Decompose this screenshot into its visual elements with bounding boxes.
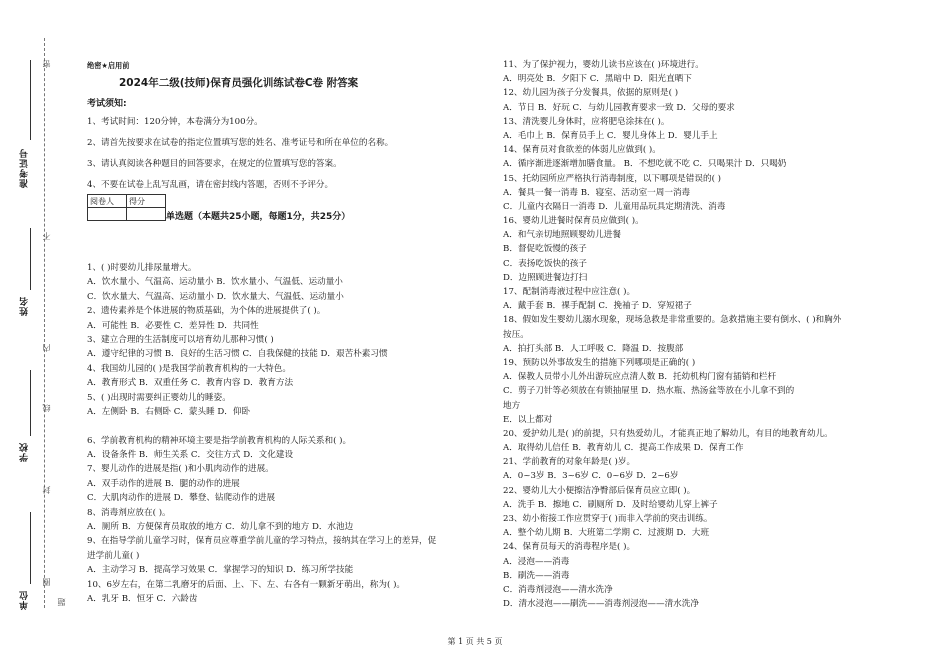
question-line: 16、婴幼儿进餐时保育员应做到( )。 xyxy=(503,216,644,227)
question-line: 10、6岁左右，在第二乳磨牙的后面、上、下、左、右各有一颗新牙萌出，称为( )。 xyxy=(87,579,406,590)
question-line: 3、建立合理的生活制度可以培育幼儿那种习惯( ) xyxy=(87,334,274,345)
seal-mark: 密 xyxy=(42,60,51,68)
question-line: A．乳牙 B．恒牙 C．六龄齿 xyxy=(87,593,198,604)
question-line: 14、保育员对食欲差的体弱儿应做到( )。 xyxy=(503,145,661,156)
question-line: 20、爱护幼儿是( )的前提，只有热爱幼儿，才能真正地了解幼儿，有目的地教育幼儿。 xyxy=(503,428,833,439)
question-line: A．节日 B．好玩 C．与幼儿园教育要求一致 D．父母的要求 xyxy=(503,102,735,113)
question-line: 23、幼小衔接工作应贯穿于( )而非入学前的突击训练。 xyxy=(503,514,713,524)
question-line: 19、预防以外事故发生的措施下列哪项是正确的( ) xyxy=(503,357,696,368)
seal-mark: 圈 xyxy=(42,578,51,586)
seal-mark: 题 xyxy=(57,598,66,606)
question-line: B．督促吃饭慢的孩子 xyxy=(503,244,587,255)
notice-item: 1、考试时间：120分钟，本卷满分为100分。 xyxy=(87,117,263,127)
grader-header: 阅卷人 xyxy=(88,195,127,208)
right-question-column xyxy=(503,60,841,613)
question-line: A．洗手 B．擦地 C．刷厕所 D．及时给婴幼儿穿上裤子 xyxy=(503,499,718,510)
question-line: C．消毒剂浸泡——清水洗净 xyxy=(503,584,613,595)
question-line: A．可能性 B．必要性 C．差异性 D．共同性 xyxy=(87,320,259,331)
question-line: 地方 xyxy=(503,400,521,411)
unit-label: 单位 xyxy=(20,590,30,610)
question-line: A．左侧卧 B．右侧卧 C．蒙头睡 D．仰卧 xyxy=(87,406,251,417)
notice-item: 3、请认真阅读各种题目的回答要求，在规定的位置填写您的答案。 xyxy=(87,159,342,169)
question-line: B．刷洗——消毒 xyxy=(503,570,570,581)
question-line: 按压。 xyxy=(503,329,529,340)
notice-list xyxy=(87,117,393,201)
question-line: C．儿童内衣隔日一消毒 D．儿童用品玩具定期清洗、消毒 xyxy=(503,201,726,212)
question-line: A．毛巾上 B．保育员手上 C．婴儿身体上 D．婴儿手上 xyxy=(503,130,718,141)
binding-margin xyxy=(0,0,72,671)
question-line: A．教育形式 B．双重任务 C．教育内容 D．教育方法 xyxy=(87,378,294,389)
seal-mark: 不 xyxy=(42,232,51,240)
question-line: 22、婴幼儿大小便擦洁净臀部后保育员应立即( )。 xyxy=(503,485,696,496)
admission-number-field[interactable] xyxy=(30,60,31,140)
question-line: 6、学前教育机构的精神环境主要是指学前教育机构的人际关系和( )。 xyxy=(87,435,352,446)
confidential-mark: 绝密★启用前 xyxy=(87,61,130,70)
question-line: A．设备条件 B．师生关系 C．交往方式 D．文化建设 xyxy=(87,450,294,461)
question-line: A．戴手套 B．裸手配制 C．挽袖子 D．穿短裙子 xyxy=(503,301,692,312)
question-line: 17、配制消毒液过程中应注意( )。 xyxy=(503,287,636,297)
admission-number-label: 准考证号 xyxy=(20,148,30,188)
question-line: 进学前儿童( ) xyxy=(87,550,140,561)
name-field[interactable] xyxy=(30,228,31,290)
question-line: A．取得幼儿信任 B．教育幼儿 C．提高工作成果 D．保育工作 xyxy=(503,443,744,454)
score-cell[interactable] xyxy=(127,208,166,221)
question-line xyxy=(87,421,436,435)
left-question-column xyxy=(87,263,436,608)
question-line: A．和气亲切地照顾婴幼儿进餐 xyxy=(503,230,621,241)
question-line: A．饮水量小、气温高、运动量小 B．饮水量小、气温低、运动量小 xyxy=(87,277,343,288)
grader-cell[interactable] xyxy=(88,208,127,221)
question-line: 12、幼儿园为孩子分发餐具，依据的原则是( ) xyxy=(503,88,679,99)
question-line: D．清水浸泡——刷洗——消毒剂浸泡——清水洗净 xyxy=(503,599,699,610)
page-footer: 第 1 页 共 5 页 xyxy=(447,637,503,646)
question-line: A．明亮处 B．夕阳下 C．黑暗中 D．阳光直晒下 xyxy=(503,74,692,85)
question-line: C．大肌肉动作的进展 D．攀登、钻爬动作的进展 xyxy=(87,493,276,504)
question-line: A．保教人员带小儿外出游玩应点清人数 B．托幼机构门窗有插销和栏杆 xyxy=(503,372,777,383)
score-header: 得分 xyxy=(127,195,166,208)
unit-field[interactable] xyxy=(30,512,31,584)
notice-item: 4、不要在试卷上乱写乱画，请在密封线内答题，否则不予评分。 xyxy=(87,180,334,190)
question-line: A．0~3岁 B．3~6岁 C．0~6岁 D．2~6岁 xyxy=(503,471,679,482)
score-table xyxy=(87,194,166,221)
seal-dashed-line xyxy=(44,38,45,608)
question-line: C．表扬吃饭快的孩子 xyxy=(503,258,587,269)
seal-mark: 封 xyxy=(42,486,51,494)
page-title: 2024年二级(技师)保育员强化训练试卷C卷 附答案 xyxy=(119,77,359,89)
question-line: A．浸泡——消毒 xyxy=(503,556,570,567)
question-line: A．主动学习 B．提高学习效果 C．掌握学习的知识 D．练习所学技能 xyxy=(87,565,354,576)
seal-mark: 线 xyxy=(42,404,51,412)
notice-item: 2、请首先按要求在试卷的指定位置填写您的姓名、准考证号和所在单位的名称。 xyxy=(87,138,394,148)
question-line: 5、( )出现时需要纠正婴幼儿的睡姿。 xyxy=(87,392,231,403)
question-line: A．整个幼儿期 B．大班第二学期 C．过渡期 D．大班 xyxy=(503,528,710,539)
question-line: 18、假如发生婴幼儿溺水现象，现场急救是非常重要的。急救措施主要有倒水、( )和胸外 xyxy=(503,315,842,326)
question-line: 7、婴儿动作的进展是指( )和小肌肉动作的进展。 xyxy=(87,464,274,475)
question-line: C．饮水量大、气温高、运动量小 D．饮水量大、气温低、运动量小 xyxy=(87,291,344,302)
question-line: 13、清洗婴儿身体时，应将肥皂涂抹在( )。 xyxy=(503,116,670,127)
question-line: A．拍打头部 B．人工呼吸 C．降温 D．按腹部 xyxy=(503,343,684,354)
question-line: A．餐具一餐一消毒 B．寝室、活动室一周一消毒 xyxy=(503,187,691,198)
question-line: A．双手动作的进展 B．腿的动作的进展 xyxy=(87,478,240,489)
section-heading: 单选题（本题共25小题，每题1分，共25分） xyxy=(166,212,351,222)
question-line: 24、保育员每天的消毒程序是( )。 xyxy=(503,542,636,553)
question-line: 21、学前教育的对象年龄是( )岁。 xyxy=(503,457,636,468)
question-line: 11、为了保护视力，婴幼儿读书应该在( )环境进行。 xyxy=(503,60,704,70)
question-line: 15、托幼园所应严格执行消毒制度，以下哪项是错误的( ) xyxy=(503,173,722,184)
question-line: C．剪子刀针等必须放在有锁抽屉里 D．热水瓶、热汤盆等放在小儿拿不到的 xyxy=(503,386,795,397)
school-field[interactable] xyxy=(30,370,31,436)
question-line: D．边照顾进餐边打扫 xyxy=(503,272,588,283)
question-line: 8、消毒剂应放在( )。 xyxy=(87,507,171,518)
question-line: 9、在指导学前儿童学习时，保育员应尊重学前儿童的学习特点，接纳其在学习上的差异，促 xyxy=(87,536,437,547)
name-label: 姓名 xyxy=(20,296,30,316)
question-line: E．以上都对 xyxy=(503,414,553,425)
question-line: 4、我国幼儿园的( )是我国学前教育机构的一大特色。 xyxy=(87,363,291,374)
question-line: A．循序渐进逐渐增加膳食量。 B．不想吃就不吃 C．只喝果汁 D．只喝奶 xyxy=(503,159,787,170)
question-line: 2、遗传素养是个体进展的物质基础，为个体的进展提供了( )。 xyxy=(87,306,326,317)
question-line: 1、( )时要幼儿排尿量增大。 xyxy=(87,263,197,273)
question-line: A．厕所 B．方便保育员取放的地方 C．幼儿拿不到的地方 D．水池边 xyxy=(87,522,354,533)
question-line: A．遵守纪律的习惯 B．良好的生活习惯 C．自我保健的技能 D．艰苦朴素习惯 xyxy=(87,349,388,360)
seal-mark: 内 xyxy=(42,344,51,352)
notice-heading: 考试须知: xyxy=(87,99,127,109)
school-label: 学校 xyxy=(20,442,30,462)
